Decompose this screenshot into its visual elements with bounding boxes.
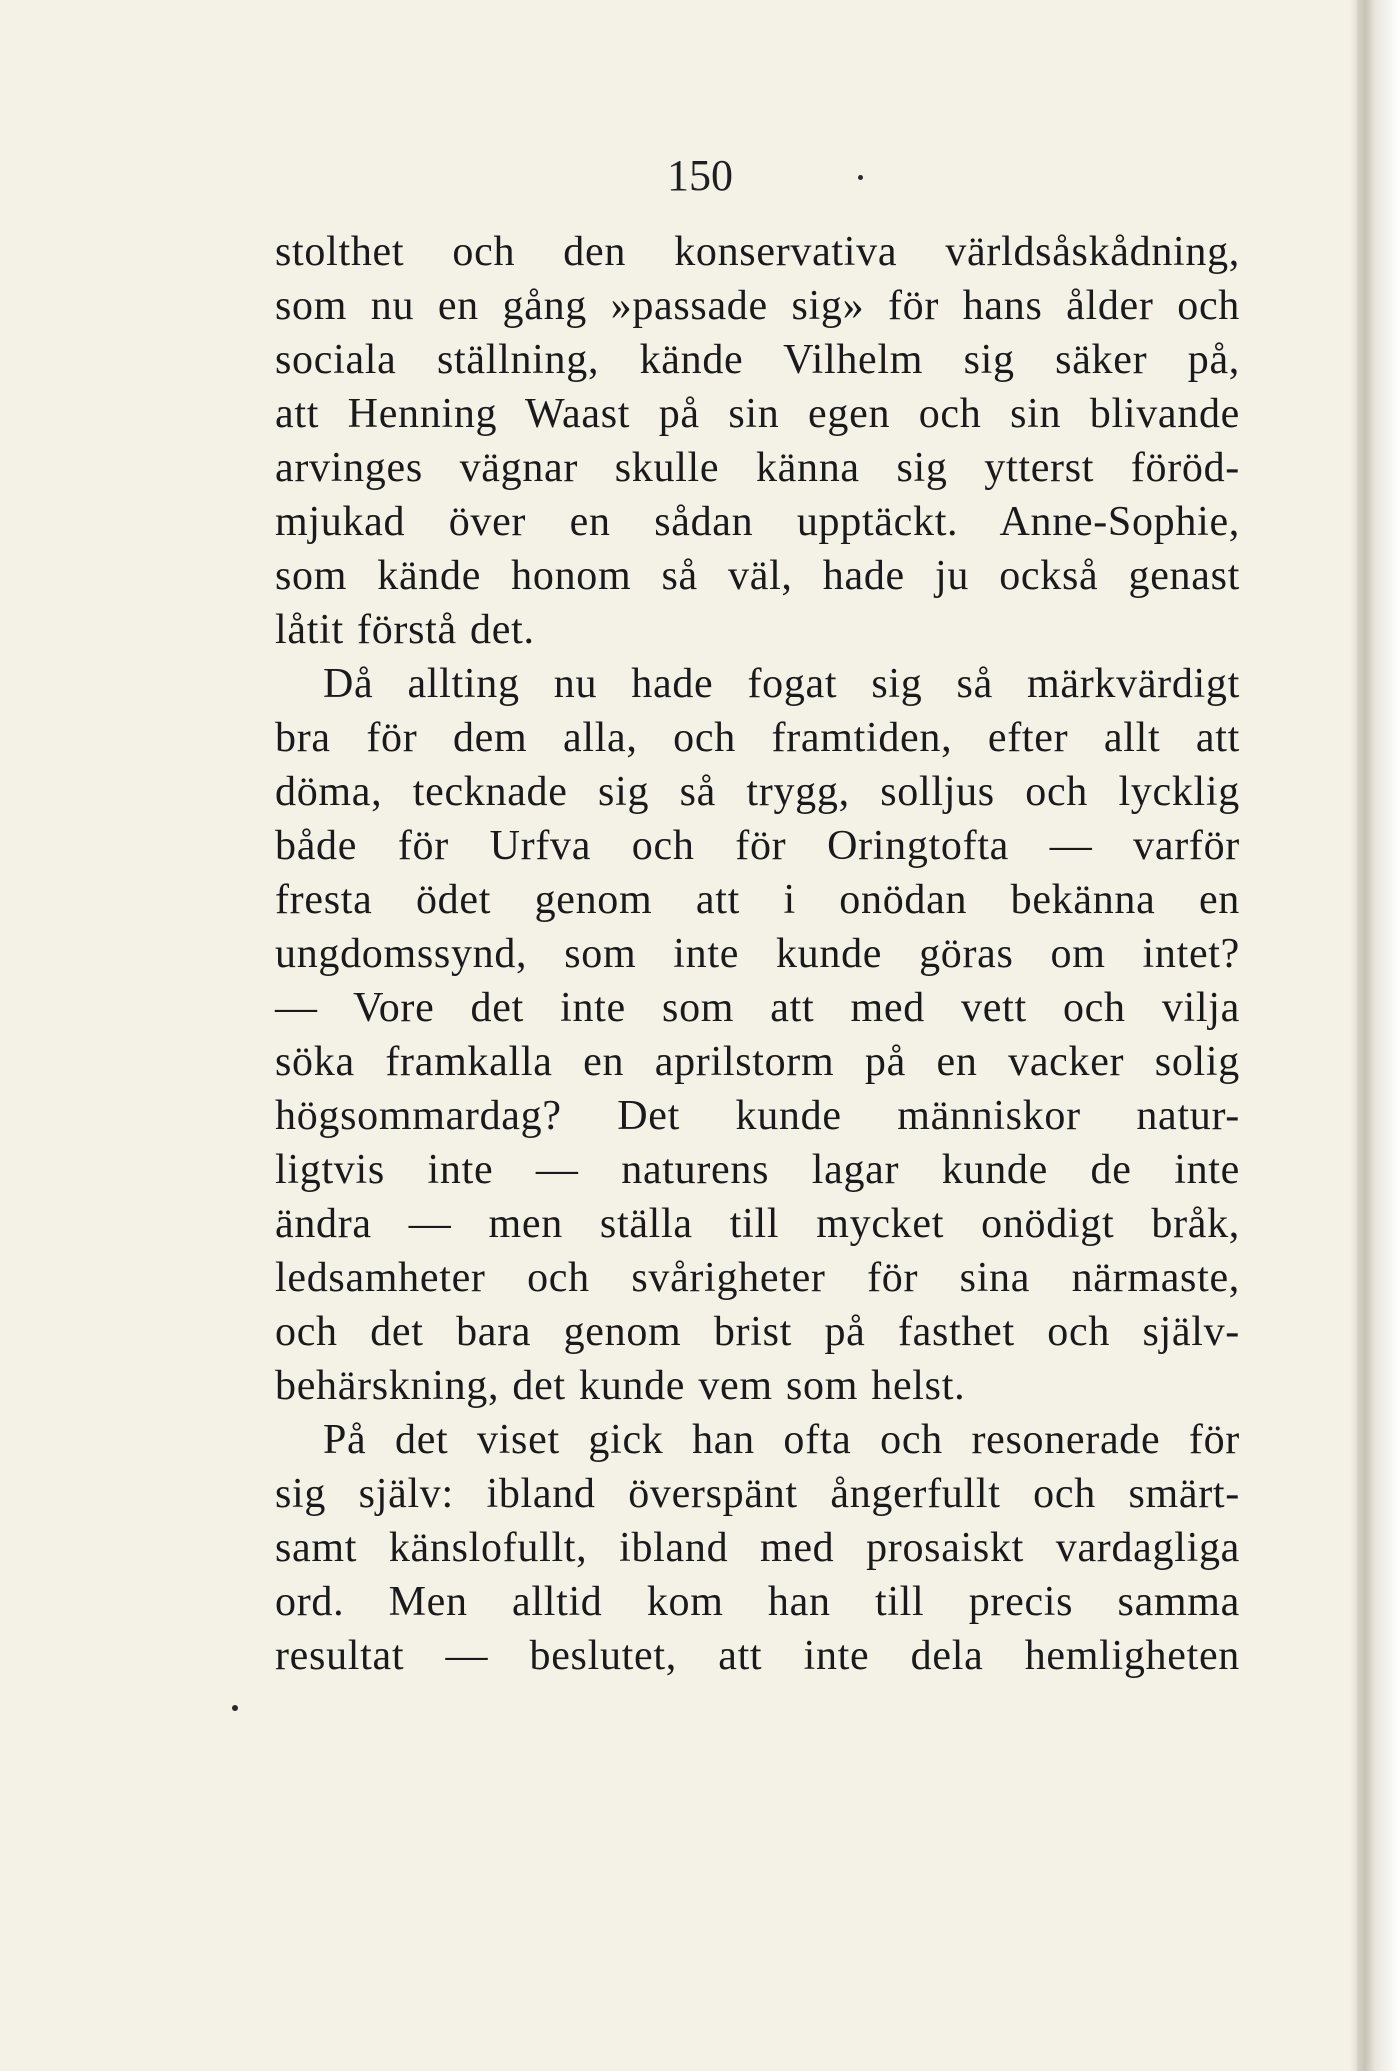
page-number: 150	[667, 151, 733, 200]
text-line: att Henning Waast på sin egen och sin blivande	[275, 391, 1240, 437]
text-line: sociala ställning, kände Vilhelm sig säker på,	[275, 337, 1240, 383]
page-edge	[1357, 0, 1400, 2071]
text-line: både för Urfva och för Oringtofta — varför	[275, 823, 1240, 869]
margin-dot	[232, 1705, 238, 1711]
text-line: samt känslofullt, ibland med prosaiskt vardagliga	[275, 1525, 1240, 1571]
text-line: stolthet och den konservativa världsåskådning,	[275, 229, 1240, 275]
text-line: resultat — beslutet, att inte dela hemligheten	[275, 1633, 1240, 1679]
text-line: söka framkalla en aprilstorm på en vacker solig	[275, 1039, 1240, 1085]
text-line: ord. Men alltid kom han till precis samma	[275, 1579, 1240, 1625]
text-line: På det viset gick han ofta och resonerade för	[323, 1417, 1240, 1463]
text-line: som nu en gång »passade sig» för hans ålder och	[275, 283, 1240, 329]
text-line: fresta ödet genom att i onödan bekänna en	[275, 877, 1240, 923]
text-line: och det bara genom brist på fasthet och själv-	[275, 1309, 1240, 1355]
text-line: ungdomssynd, som inte kunde göras om intet?	[275, 931, 1240, 977]
text-line: döma, tecknade sig så trygg, solljus och lycklig	[275, 769, 1240, 815]
text-line: bra för dem alla, och framtiden, efter allt att	[275, 715, 1240, 761]
text-line: som kände honom så väl, hade ju också genast	[275, 553, 1240, 599]
text-line: högsommardag? Det kunde människor natur-	[275, 1093, 1240, 1139]
text-line: sig själv: ibland överspänt ångerfullt och smärt-	[275, 1471, 1240, 1517]
text-line: mjukad över en sådan upptäckt. Anne-Sophie,	[275, 499, 1240, 545]
text-line: arvinges vägnar skulle känna sig ytterst föröd-	[275, 445, 1240, 491]
page-number-dot	[858, 175, 863, 180]
text-line: behärskning, det kunde vem som helst.	[275, 1363, 966, 1409]
text-line: ledsamheter och svårigheter för sina närmaste,	[275, 1255, 1240, 1301]
text-line: Då allting nu hade fogat sig så märkvärdigt	[323, 661, 1240, 707]
text-line: — Vore det inte som att med vett och vilja	[275, 985, 1240, 1031]
text-line: låtit förstå det.	[275, 607, 535, 653]
body-text	[275, 225, 1240, 1683]
text-line: ändra — men ställa till mycket onödigt bråk,	[275, 1201, 1240, 1247]
text-line: ligtvis inte — naturens lagar kunde de inte	[275, 1147, 1240, 1193]
